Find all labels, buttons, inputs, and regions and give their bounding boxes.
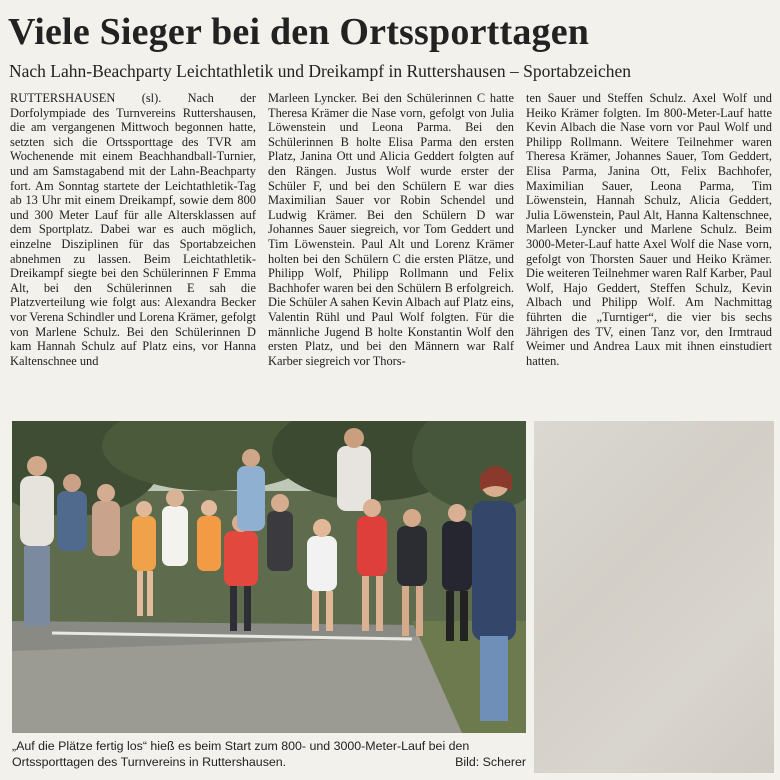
article-column-2 — [268, 91, 514, 419]
article-body — [10, 91, 772, 419]
article-text: ten Sauer und Steffen Schulz. Axel Wolf und Heiko Krämer folgten. Im 800-Meter-Lauf hatte Kevin Albach die Nase vorn vor Paul Wolf und Philipp Rollmann. Weitere Teilnehmer waren Theresa Krämer, Johannes Sauer, Tom Geddert, Elisa Parma, Janina Ott, Felix Bachhofer, Maximilian Sauer, Leona Parma, Tim Löwenstein, Hannah Schulz, Alicia Geddert, Julia Löwenstein, Paul Alt, Hanna Kaltenschnee, Marleen Lyncker und Marlene Schulz. Beim 3000-Meter-Lauf hatte Axel Wolf die Nase vorn, gefolgt von Thorsten Sauer und Heiko Krämer. Die weiteren Teilnehmer waren Ralf Karber, Paul Wolf, Hajo Geddert, Steffen Schulz, Kevin Albach und Philipp Wolf. Am Nachmittag führten die „Turntiger“, die vier bis sechs Jährigen des TV, einen Tanz vor, den Irmtraud Weimer und Andrea Laux mit ihnen einstudiert hatten. — [526, 91, 772, 368]
photo-illustration — [12, 421, 526, 733]
race-start-photo — [12, 421, 526, 733]
article-headline: Viele Sieger bei den Ortssporttagen — [8, 11, 590, 53]
photo-caption — [12, 738, 526, 770]
article-text: Marleen Lyncker. Bei den Schülerinnen C hatte Theresa Krämer die Nase vorn, gefolgt von Julia Löwenstein und Leona Parma. Bei den Schülerinnen B holte Elisa Parma den ersten Platz, Janina Ott und Alicia Geddert folgten auf den Rängen. Justus Wolf wurde erster der Schüler F, und bei den Schülern E war dies Maximilian Sauer vor Robin Schendel und Ludwig Krämer. Bei den Schülern D war Johannes Sauer siegreich, vor Tom Geddert und Tim Löwenstein. Paul Alt und Lorenz Krämer holten bei den Schülern C die ersten Plätze, und Philipp Wolf, Philipp Rollmann und Felix Bachhofer waren bei den Schülern B erfolgreich. Die Schüler A sahen Kevin Albach auf Platz eins, Valentin Rühl und Paul Wolf folgten. Für die männliche Jugend B holte Konstantin Wolf den ersten Platz, und bei den Männern war Ralf Karber siegreich vor Thors- — [268, 91, 514, 368]
adjacent-ad-space — [534, 421, 774, 773]
article-column-3 — [526, 91, 772, 419]
article-text: RUTTERSHAUSEN (sl). Nach der Dorfolympiade des Turnvereins Ruttershausen, die am vergangenen Mittwoch begonnen hatte, setzten sich die Ortssporttage des TVR am Wochenende mit einem Beachhandball-Turnier, und am Samstagabend mit der Lahn-Beachparty fort. Am Sonntag startete der Leichtathletik-Tag ab 13 Uhr mit einem Dreikampf, sowie dem 800 und 300 Meter Lauf für alle Altersklassen auf dem Sportplatz. Dabei war es auch möglich, einzelne Disziplinen für das Sportabzeichen abnehmen zu lassen. Beim Leichtathletik-Dreikampf siegte bei den Schülerinnen F Emma Alt, bei den Schülerinnen E sah die Platzverteilung wie folgt aus: Alexandra Becker vor Verena Schindler und Lorena Krämer, gefolgt von Marlene Schulz. Bei den Schülerinnen D kam Hannah Schulz auf Platz eins, vor Hanna Kaltenschnee und — [10, 91, 256, 368]
article-column-1 — [10, 91, 256, 419]
photo-credit: Bild: Scherer — [455, 755, 526, 769]
article-subheadline: Nach Lahn-Beachparty Leichtathletik und Dreikampf in Ruttershausen – Sportabzeichen — [9, 61, 632, 81]
caption-text: „Auf die Plätze fertig los“ hieß es beim Start zum 800- und 3000-Meter-Lauf bei den Ortssporttagen des Turnvereins in Ruttershausen. — [12, 739, 470, 769]
